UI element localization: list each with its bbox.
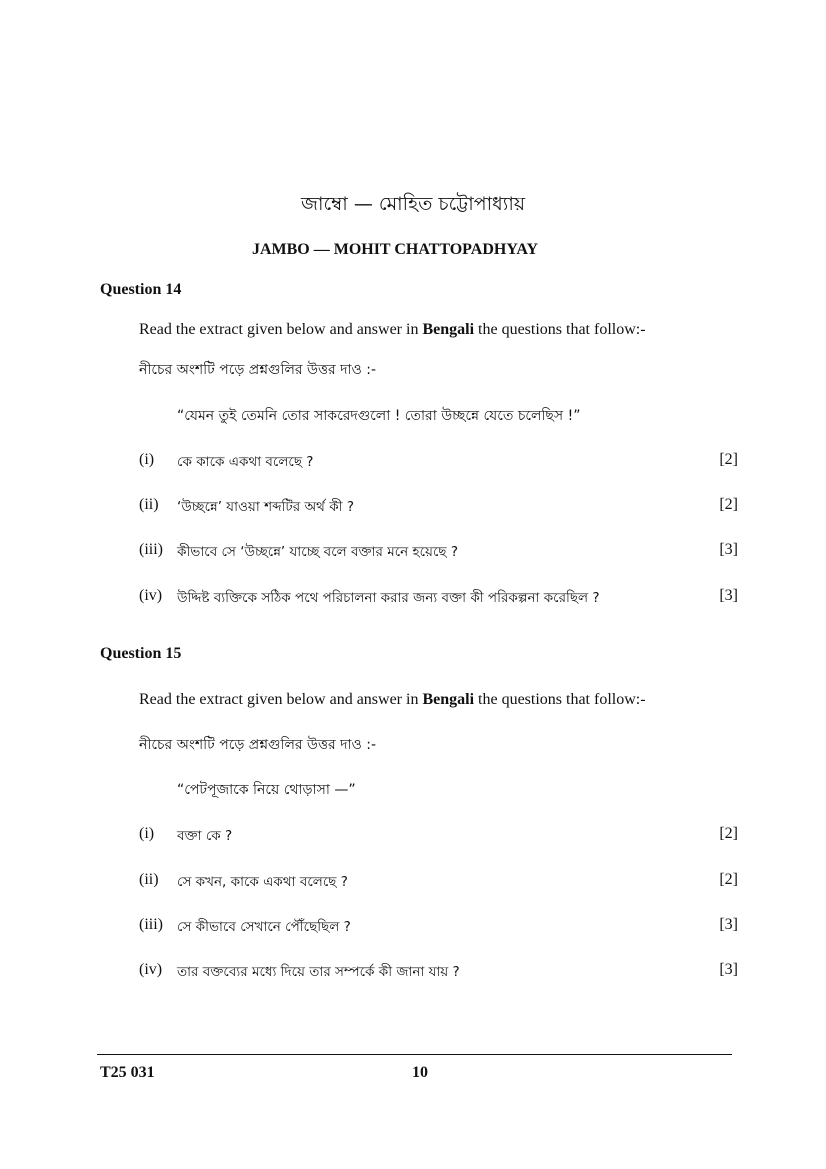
instruction-text: Read the extract given below and answer in: [139, 321, 423, 338]
subquestion-text: ‘উচ্ছন্নে’ যাওয়া শব্দটির অর্থ কী ?: [177, 499, 354, 515]
subquestion-marks: [2]: [719, 496, 738, 513]
subquestion-number: (i): [139, 451, 155, 468]
subquestion-text: তার বক্তব্যের মধ্যে দিয়ে তার সম্পর্কে কী জানা যায় ?: [177, 964, 460, 980]
subquestion-marks: [3]: [719, 541, 738, 558]
instruction-language: Bengali: [422, 691, 475, 708]
subquestion-number: (iv): [139, 587, 163, 604]
instruction-text: Read the extract given below and answer in: [139, 691, 423, 708]
page-number: 10: [412, 1064, 428, 1081]
instruction-text: the questions that follow:-: [474, 321, 646, 338]
footer-divider: [97, 1054, 732, 1055]
question-14-instruction-bengali: নীচের অংশটি পড়ে প্রশ্নগুলির উত্তর দাও :-: [139, 362, 377, 378]
question-15-instruction: [139, 691, 646, 709]
subquestion-marks: [3]: [719, 587, 738, 604]
subquestion-text: বক্তা কে ?: [177, 828, 233, 844]
subquestion-number: (iv): [139, 961, 163, 978]
subquestion-marks: [3]: [719, 916, 738, 933]
instruction-text: the questions that follow:-: [474, 691, 646, 708]
question-14-heading: Question 14: [100, 281, 182, 298]
chapter-title-bengali: জাম্বো — মোহিত চট্টোপাধ্যায়: [300, 193, 526, 215]
subquestion-text: কে কাকে একথা বলেছে ?: [177, 454, 314, 470]
paper-code: T25 031: [100, 1064, 155, 1081]
subquestion-number: (iii): [139, 916, 163, 933]
subquestion-marks: [2]: [719, 871, 738, 888]
subquestion-number: (ii): [139, 496, 159, 513]
subquestion-marks: [3]: [719, 961, 738, 978]
subquestion-text: উদ্দিষ্ট ব্যক্তিকে সঠিক পথে পরিচালনা করার জন্য বক্তা কী পরিকল্পনা করেছিল ?: [177, 590, 600, 606]
question-15-heading: Question 15: [100, 645, 182, 662]
subquestion-text: সে কীভাবে সেখানে পৌঁছেছিল ?: [177, 919, 351, 935]
chapter-title-english: JAMBO — MOHIT CHATTOPADHYAY: [251, 241, 539, 258]
subquestion-number: (ii): [139, 871, 159, 888]
subquestion-marks: [2]: [719, 825, 738, 842]
question-15-instruction-bengali: নীচের অংশটি পড়ে প্রশ্নগুলির উত্তর দাও :-: [139, 737, 377, 753]
question-14-extract: “যেমন তুই তেমনি তোর সাকরেদগুলো ! তোরা উচ্ছন্নে যেতে চলেছিস !”: [177, 408, 581, 424]
subquestion-text: সে কখন, কাকে একথা বলেছে ?: [177, 874, 348, 890]
subquestion-number: (iii): [139, 541, 163, 558]
question-14-instruction: [139, 321, 646, 339]
question-15-extract: “পেটপূজাকে নিয়ে থোড়াসা —”: [177, 782, 356, 798]
instruction-language: Bengali: [422, 321, 475, 338]
subquestion-text: কীভাবে সে ‘উচ্ছন্নে’ যাচ্ছে বলে বক্তার মনে হয়েছে ?: [177, 544, 459, 560]
subquestion-number: (i): [139, 825, 155, 842]
subquestion-marks: [2]: [719, 451, 738, 468]
